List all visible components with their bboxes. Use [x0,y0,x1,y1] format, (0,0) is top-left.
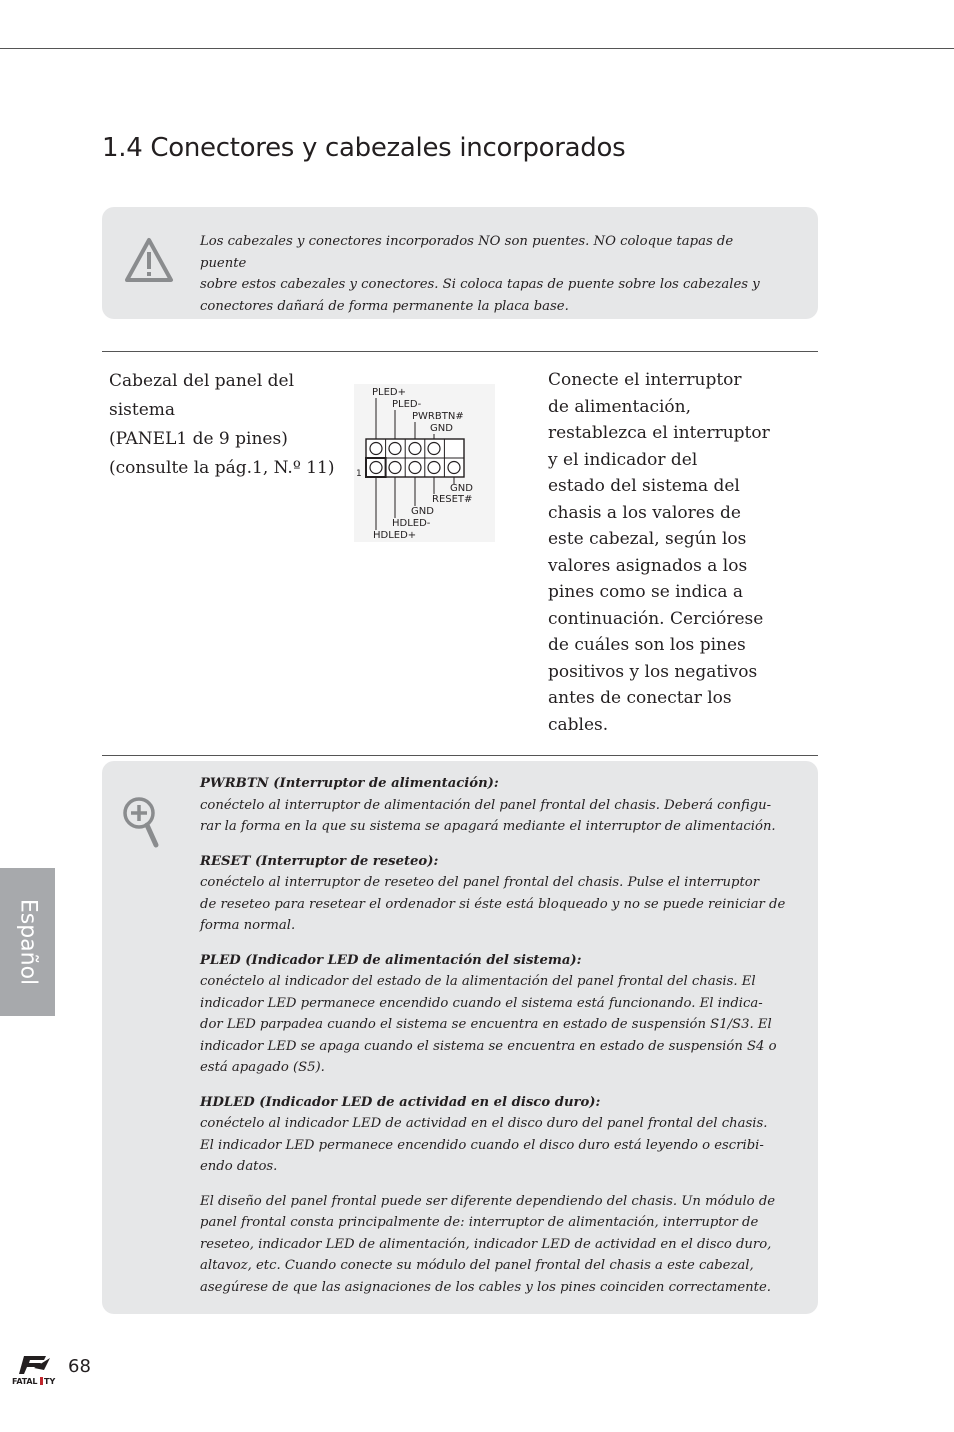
top-rule [0,48,954,49]
description-line: chasis a los valores de [548,502,741,523]
label-gnd-top: GND [430,423,453,434]
warning-line: conectores dañará de forma permanente la placa base. [200,298,569,314]
note-line: conéctelo al interruptor de alimentación del panel frontal del chasis. Deberá configu- [200,797,772,813]
note-line: conéctelo al indicador LED de actividad en el disco duro del panel frontal del chasis. [200,1116,768,1131]
note-title: PLED (Indicador LED de alimentación del sistema): [200,952,582,968]
panel-header-pin-diagram [354,384,495,542]
page-number: 68 [68,1356,91,1377]
note-line: reseteo, indicador LED de alimentación, indicador LED de actividad en el disco duro, [200,1236,772,1252]
note-line: dor LED parpadea cuando el sistema se encuentra en estado de suspensión S1/S3. El [200,1017,772,1032]
note-pwrbtn [200,773,776,838]
section-rule-bottom [102,755,818,756]
description-line: positivos y los negativos [548,661,758,682]
header-label-line: (consulte la pág.1, N.º 11) [109,458,335,478]
svg-text:FATAL: FATAL [12,1377,38,1386]
magnifier-plus-icon [122,795,164,849]
note-line: rar la forma en la que su sistema se apagará mediante el interruptor de alimentación. [200,819,776,834]
description-line: cables. [548,714,609,735]
note-line: conéctelo al indicador del estado de la alimentación del panel frontal del chasis. El [200,974,756,989]
note-line: de reseteo para resetear el ordenador si éste está bloqueado y no se puede reiniciar de [200,896,786,912]
note-line: conéctelo al interruptor de reseteo del panel frontal del chasis. Pulse el interruptor [200,875,760,890]
label-pin-one: 1 [356,469,362,479]
notes-box [102,761,818,1314]
fatal1ty-logo-icon [10,1352,64,1388]
note-line: El diseño del panel frontal puede ser diferente dependiendo del chasis. Un módulo de [200,1193,776,1209]
label-hdled-minus: HDLED- [392,518,431,529]
warning-line: Los cabezales y conectores incorporados NO son puentes. NO coloque tapas de puente [200,234,734,271]
warning-text [200,231,760,317]
warning-box [102,207,818,319]
description-line: este cabezal, según los [548,529,747,549]
warning-triangle-icon [124,237,174,283]
description-line: restablezca el interruptor [548,423,770,443]
svg-text:TY: TY [44,1377,56,1386]
note-title: PWRBTN (Interruptor de alimentación): [200,776,499,791]
label-pwrbtn: PWRBTN# [412,411,464,422]
note-line: indicador LED se apaga cuando el sistema se encuentra en estado de suspensión S4 o [200,1038,777,1054]
section-rule-top [102,351,818,352]
note-pled [200,950,777,1079]
language-side-tab [0,868,55,1016]
description-line: de alimentación, [548,396,691,417]
label-gnd-bottom: GND [411,506,434,517]
description-line: y el indicador del [548,449,698,470]
notes-list [200,773,786,1311]
description-line: pines como se indica a [548,582,744,602]
note-line: asegúrese de que las asignaciones de los cables y los pines coinciden correctamente. [200,1279,771,1295]
header-label [109,367,339,483]
header-label-line: (PANEL1 de 9 pines) [109,429,288,449]
warning-line: sobre estos cabezales y conectores. Si coloca tapas de puente sobre los cabezales y [200,277,760,292]
section-title: 1.4 Conectores y cabezales incorporados [102,133,626,163]
header-description [548,367,770,738]
label-reset: RESET# [432,494,473,505]
note-line: panel frontal consta principalmente de: interruptor de alimentación, interruptor de [200,1215,759,1230]
label-hdled-plus: HDLED+ [373,530,417,541]
label-gnd-right: GND [450,483,473,494]
header-label-line: Cabezal del panel del [109,371,295,391]
description-line: valores asignados a los [548,555,748,576]
label-pled-minus: PLED- [392,399,422,410]
note-line: altavoz, etc. Cuando conecte su módulo del panel frontal del chasis a este cabezal, [200,1258,754,1273]
note-reset [200,851,786,937]
label-pled-plus: PLED+ [372,387,406,398]
note-line: endo datos. [200,1159,278,1174]
description-line: de cuáles son los pines [548,635,746,655]
note-title: RESET (Interruptor de reseteo): [200,853,439,869]
note-front-panel [200,1191,776,1299]
note-title: HDLED (Indicador LED de actividad en el disco duro): [200,1094,601,1110]
note-hdled [200,1092,768,1178]
note-line: El indicador LED permanece encendido cuando el disco duro está leyendo o escribi- [200,1137,764,1153]
note-line: forma normal. [200,918,296,933]
description-line: antes de conectar los [548,688,732,708]
description-line: estado del sistema del [548,476,740,496]
description-line: continuación. Cerciórese [548,608,764,629]
language-label: Español [15,898,40,986]
description-line: Conecte el interruptor [548,370,742,390]
note-line: indicador LED permanece encendido cuando el sistema está funcionando. El indica- [200,995,763,1011]
note-line: está apagado (S5). [200,1060,325,1075]
header-label-line: sistema [109,400,176,420]
